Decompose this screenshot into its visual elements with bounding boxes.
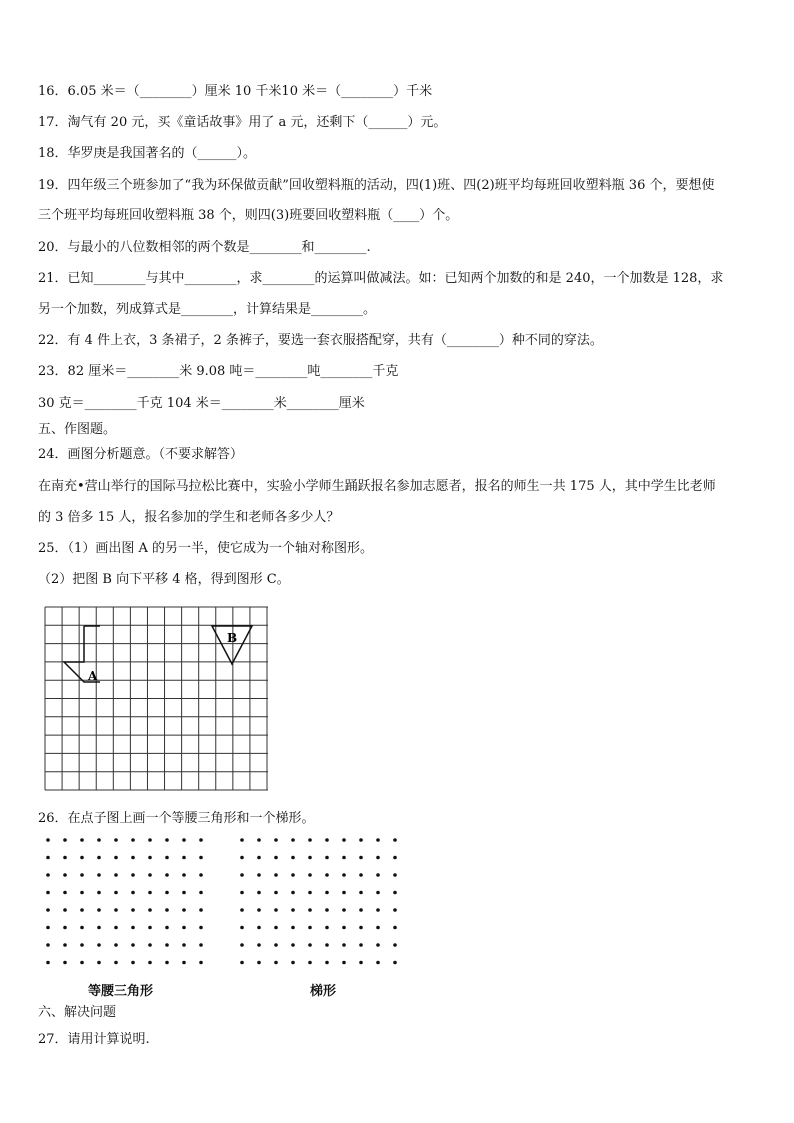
grid-figure xyxy=(44,606,270,792)
grid-dot xyxy=(148,943,152,947)
grid-dot xyxy=(342,961,346,965)
grid-dot xyxy=(376,856,380,860)
grid-dot xyxy=(46,838,50,842)
grid-dot xyxy=(63,908,67,912)
grid-dot xyxy=(376,873,380,877)
grid-dot xyxy=(257,908,261,912)
grid-dot xyxy=(165,856,169,860)
section-5-title: 五、作图题。 xyxy=(38,422,117,437)
grid-dot xyxy=(240,908,244,912)
question-26: 26．在点子图上画一个等腰三角形和一个梯形。 xyxy=(38,811,315,826)
grid-dot xyxy=(199,908,203,912)
grid-dot xyxy=(63,891,67,895)
grid-dot xyxy=(359,856,363,860)
grid-dot xyxy=(393,891,397,895)
grid-dot xyxy=(393,908,397,912)
question-22: 22．有 4 件上衣，3 条裙子，2 条裤子，要选一套衣服搭配穿，共有（________）种不同的穿法。 xyxy=(38,333,603,348)
question-21-line1: 21．已知________与其中________，求________的运算叫做减法。如：已知两个加数的和是 240，一个加数是 128，求 xyxy=(38,271,724,286)
grid-dot xyxy=(291,873,295,877)
grid-dot xyxy=(393,856,397,860)
grid-dot xyxy=(114,873,118,877)
grid-dot xyxy=(148,926,152,930)
grid-dot xyxy=(46,873,50,877)
grid-dot xyxy=(80,961,84,965)
grid-dot xyxy=(376,961,380,965)
grid-dot xyxy=(199,891,203,895)
grid-dot xyxy=(393,838,397,842)
grid-dot xyxy=(114,838,118,842)
grid-dot xyxy=(376,891,380,895)
grid-dot xyxy=(359,891,363,895)
dot-grid-left xyxy=(40,832,210,977)
grid-dot xyxy=(114,961,118,965)
question-16: 16．6.05 米＝（________）厘米 10 千米10 米＝（________）千米 xyxy=(38,84,433,99)
grid-dot xyxy=(131,856,135,860)
shape-a-label: A xyxy=(88,669,98,683)
question-18: 18．华罗庚是我国著名的（______）。 xyxy=(38,146,257,161)
grid-dot xyxy=(342,891,346,895)
grid-dot xyxy=(342,943,346,947)
grid-dot xyxy=(80,926,84,930)
grid-dot xyxy=(257,856,261,860)
grid-dot xyxy=(148,908,152,912)
grid-dot xyxy=(359,926,363,930)
grid-dot xyxy=(182,856,186,860)
grid-dot xyxy=(308,891,312,895)
grid-dot xyxy=(80,856,84,860)
question-17: 17．淘气有 20 元，买《童话故事》用了 a 元，还剩下（______）元。 xyxy=(38,115,447,130)
grid-dot xyxy=(240,961,244,965)
grid-dot xyxy=(46,943,50,947)
grid-dot xyxy=(325,926,329,930)
grid-dot xyxy=(182,908,186,912)
grid-dot xyxy=(182,873,186,877)
grid-dot xyxy=(165,873,169,877)
grid-dot xyxy=(240,891,244,895)
grid-dot xyxy=(325,891,329,895)
grid-dot xyxy=(308,838,312,842)
grid-dot xyxy=(291,856,295,860)
grid-dot xyxy=(131,961,135,965)
grid-dot xyxy=(376,943,380,947)
grid-dot xyxy=(342,908,346,912)
grid-dot xyxy=(393,873,397,877)
grid-dot xyxy=(257,838,261,842)
grid-dot xyxy=(376,838,380,842)
grid-dot xyxy=(199,873,203,877)
grid-dot xyxy=(393,943,397,947)
grid-dot xyxy=(46,908,50,912)
dot-grid-label-isosceles: 等腰三角形 xyxy=(88,984,154,999)
grid-dot xyxy=(291,891,295,895)
grid-dot xyxy=(325,908,329,912)
grid-dot xyxy=(240,873,244,877)
grid-dot xyxy=(199,961,203,965)
grid-dot xyxy=(63,838,67,842)
grid-dot xyxy=(257,891,261,895)
grid-dot xyxy=(342,856,346,860)
question-24-line1: 在南充•营山举行的国际马拉松比赛中，实验小学师生踊跃报名参加志愿者，报名的师生一共 175 人，其中学生比老师 xyxy=(38,479,716,494)
grid-dot xyxy=(80,838,84,842)
grid-dot xyxy=(97,943,101,947)
dot-grid-right xyxy=(234,832,404,977)
grid-dot xyxy=(199,943,203,947)
grid-dot xyxy=(325,873,329,877)
grid-dot xyxy=(131,926,135,930)
grid-dot xyxy=(240,943,244,947)
grid-dot xyxy=(359,943,363,947)
grid-dot xyxy=(308,856,312,860)
grid-dot xyxy=(80,873,84,877)
grid-dot xyxy=(131,838,135,842)
grid-dot xyxy=(63,943,67,947)
question-25-part1: 25．（1）画出图 A 的另一半，使它成为一个轴对称图形。 xyxy=(38,541,373,556)
grid-dot xyxy=(325,856,329,860)
grid-dot xyxy=(308,943,312,947)
grid-dot xyxy=(274,891,278,895)
grid-dot xyxy=(148,961,152,965)
grid-dot xyxy=(182,943,186,947)
dot-grid-label-trapezoid: 梯形 xyxy=(310,984,337,999)
grid-dot xyxy=(131,873,135,877)
grid-dot xyxy=(97,926,101,930)
section-6-title: 六、解决问题 xyxy=(38,1005,117,1020)
grid-dot xyxy=(359,838,363,842)
grid-dot xyxy=(274,873,278,877)
grid-dot xyxy=(80,943,84,947)
grid-dot xyxy=(291,961,295,965)
grid-dot xyxy=(131,943,135,947)
grid-dot xyxy=(274,943,278,947)
grid-dot xyxy=(148,838,152,842)
grid-dot xyxy=(148,891,152,895)
question-24-line2: 的 3 倍多 15 人，报名参加的学生和老师各多少人？ xyxy=(38,510,340,525)
grid-dot xyxy=(291,926,295,930)
grid-dot xyxy=(342,873,346,877)
grid-dot xyxy=(257,961,261,965)
grid-dot xyxy=(199,838,203,842)
question-27: 27．请用计算说明. xyxy=(38,1032,150,1047)
grid-dot xyxy=(80,908,84,912)
grid-dot xyxy=(359,873,363,877)
grid-dot xyxy=(325,943,329,947)
shape-b-label: B xyxy=(227,631,238,645)
grid-dot xyxy=(46,891,50,895)
question-23-line1: 23．82 厘米＝________米 9.08 吨＝________吨________千克 xyxy=(38,364,399,379)
grid-dot xyxy=(165,838,169,842)
question-24-title: 24．画图分析题意。（不要求解答） xyxy=(38,447,244,462)
grid-dot xyxy=(46,926,50,930)
grid-dot xyxy=(376,908,380,912)
grid-dot xyxy=(114,891,118,895)
grid-dot xyxy=(97,908,101,912)
grid-dot xyxy=(165,908,169,912)
grid-dot xyxy=(114,856,118,860)
grid-dot xyxy=(182,838,186,842)
grid-dot xyxy=(165,891,169,895)
grid-dot xyxy=(274,856,278,860)
grid-dot xyxy=(97,961,101,965)
grid-dot xyxy=(199,926,203,930)
grid-dot xyxy=(274,961,278,965)
grid-dot xyxy=(257,926,261,930)
grid-dot xyxy=(63,961,67,965)
grid-dot xyxy=(46,856,50,860)
grid-dot xyxy=(240,838,244,842)
grid-dot xyxy=(97,873,101,877)
grid-dot xyxy=(376,926,380,930)
question-21-line2: 另一个加数，列成算式是________，计算结果是________。 xyxy=(38,302,377,317)
grid-dot xyxy=(393,961,397,965)
grid-dot xyxy=(240,926,244,930)
grid-dot xyxy=(308,908,312,912)
grid-dot xyxy=(148,856,152,860)
grid-dot xyxy=(359,961,363,965)
question-25-part2: （2）把图 B 向下平移 4 格，得到图形 C。 xyxy=(38,572,290,587)
grid-dot xyxy=(46,961,50,965)
grid-dot xyxy=(199,856,203,860)
grid-dot xyxy=(97,856,101,860)
grid-dot xyxy=(359,908,363,912)
grid-dot xyxy=(182,961,186,965)
grid-dot xyxy=(131,891,135,895)
grid-dot xyxy=(114,908,118,912)
grid-dot xyxy=(393,926,397,930)
grid-dot xyxy=(342,838,346,842)
grid-dot xyxy=(63,856,67,860)
grid-dot xyxy=(80,891,84,895)
grid-dot xyxy=(308,961,312,965)
grid-dot xyxy=(308,873,312,877)
grid-dot xyxy=(257,943,261,947)
grid-dot xyxy=(165,943,169,947)
grid-dot xyxy=(274,926,278,930)
grid-dot xyxy=(308,926,312,930)
grid-dot xyxy=(342,926,346,930)
grid-dot xyxy=(114,943,118,947)
grid-dot xyxy=(165,926,169,930)
question-20: 20．与最小的八位数相邻的两个数是________和________. xyxy=(38,240,371,255)
question-19-line1: 19．四年级三个班参加了“我为环保做贡献”回收塑料瓶的活动，四(1)班、四(2)班平均每班回收塑料瓶 36 个，要想使 xyxy=(38,178,715,193)
grid-dot xyxy=(325,961,329,965)
grid-dot xyxy=(131,908,135,912)
grid-dot xyxy=(165,961,169,965)
grid-dot xyxy=(182,891,186,895)
grid-dot xyxy=(291,838,295,842)
grid-dot xyxy=(291,908,295,912)
grid-dot xyxy=(63,926,67,930)
grid-dot xyxy=(114,926,118,930)
question-19-line2: 三个班平均每班回收塑料瓶 38 个，则四(3)班要回收塑料瓶（____）个。 xyxy=(38,208,459,223)
grid-dot xyxy=(257,873,261,877)
grid-dot xyxy=(97,838,101,842)
grid-dot xyxy=(274,908,278,912)
grid-dot xyxy=(274,838,278,842)
grid-dot xyxy=(148,873,152,877)
grid-dot xyxy=(291,943,295,947)
grid-dot xyxy=(63,873,67,877)
grid-dot xyxy=(97,891,101,895)
grid-dot xyxy=(240,856,244,860)
question-23-line2: 30 克＝________千克 104 米＝________米________厘米 xyxy=(38,396,365,411)
grid-dot xyxy=(325,838,329,842)
grid-dot xyxy=(182,926,186,930)
